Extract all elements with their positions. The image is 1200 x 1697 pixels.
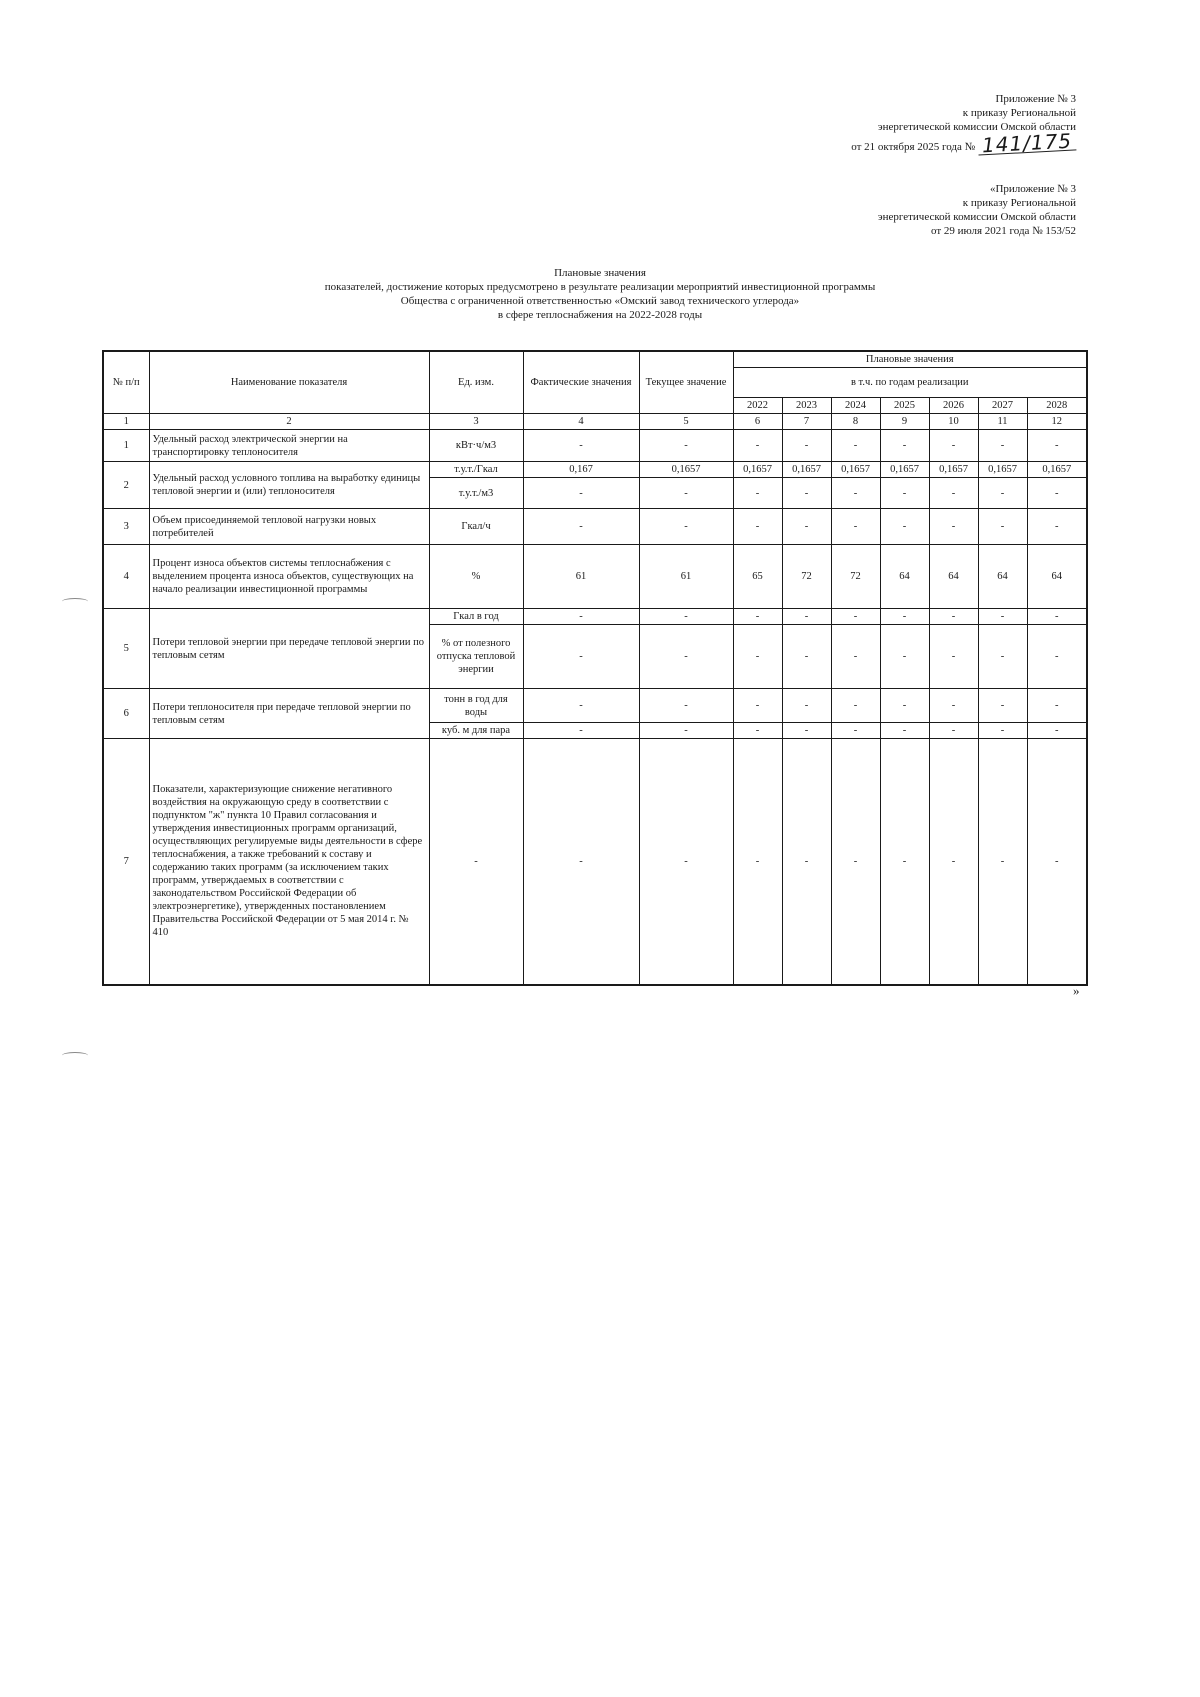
value-cell: -	[831, 478, 880, 509]
value-cell: -	[733, 723, 782, 739]
value-cell: 0,1657	[831, 462, 880, 478]
document-title	[0, 266, 1200, 322]
value-cell: -	[880, 689, 929, 723]
row-num: 4	[103, 545, 149, 609]
value-cell: -	[733, 430, 782, 462]
value-cell: 61	[639, 545, 733, 609]
indicator-unit: %	[429, 545, 523, 609]
value-cell: -	[1027, 625, 1087, 689]
value-cell: -	[523, 609, 639, 625]
column-index: 6	[733, 414, 782, 430]
table-row	[103, 509, 1087, 545]
value-cell: -	[978, 430, 1027, 462]
value-cell: -	[1027, 509, 1087, 545]
indicator-name: Потери тепловой энергии при передаче тепловой энергии по тепловым сетям	[149, 609, 429, 689]
row-num: 3	[103, 509, 149, 545]
value-cell: -	[978, 478, 1027, 509]
value-cell: -	[978, 739, 1027, 985]
header-actual: Фактические значения	[523, 351, 639, 414]
value-cell: -	[978, 723, 1027, 739]
handwritten-order-number: 141/175	[977, 131, 1076, 155]
indicator-name: Показатели, характеризующие снижение негативного воздействия на окружающую среду в соответствии с подпунктом "ж" пункта 10 Правил согласования и утверждения инвестиционных программ организаций, осуществляющих регулируемые виды деятельности в сфере теплоснабжения, а также требований к составу и содержанию таких программ (за исключением таких программ, утверждаемых в соответствии с законодательством Российской Федерации об электроэнергетике), утвержденных постановлением Правительства Российской Федерации от 5 мая 2014 г. № 410	[149, 739, 429, 985]
header-line: энергетической комиссии Омской области	[877, 121, 1076, 133]
value-cell: 64	[880, 545, 929, 609]
value-cell: -	[782, 625, 831, 689]
column-index: 4	[523, 414, 639, 430]
column-index: 1	[103, 414, 149, 430]
value-cell: -	[782, 723, 831, 739]
row-num: 1	[103, 430, 149, 462]
header-unit: Ед. изм.	[429, 351, 523, 414]
value-cell: -	[639, 509, 733, 545]
indicator-unit: -	[429, 739, 523, 985]
value-cell: -	[733, 478, 782, 509]
indicator-name: Объем присоединяемой тепловой нагрузки новых потребителей	[149, 509, 429, 545]
indicator-unit: тонн в год для воды	[429, 689, 523, 723]
value-cell: -	[733, 509, 782, 545]
value-cell: 0,1657	[733, 462, 782, 478]
table-row	[103, 689, 1087, 723]
indicator-unit: Гкал в год	[429, 609, 523, 625]
value-cell: -	[880, 478, 929, 509]
value-cell: -	[978, 509, 1027, 545]
value-cell: -	[523, 430, 639, 462]
value-cell: 64	[929, 545, 978, 609]
year-header: 2028	[1027, 398, 1087, 414]
indicator-name: Процент износа объектов системы теплоснабжения с выделением процента износа объектов, существующих на начало реализации инвестиционной программы	[149, 545, 429, 609]
indicator-unit: % от полезного отпуска тепловой энергии	[429, 625, 523, 689]
title-line: показателей, достижение которых предусмотрено в результате реализации мероприятий инвестиционной программы	[324, 281, 876, 293]
header-line: «Приложение № 3	[989, 183, 1076, 195]
value-cell: -	[733, 689, 782, 723]
column-index: 10	[929, 414, 978, 430]
value-cell: -	[880, 625, 929, 689]
value-cell: -	[523, 509, 639, 545]
column-index-row	[103, 414, 1087, 430]
value-cell: -	[782, 478, 831, 509]
value-cell: -	[733, 739, 782, 985]
value-cell: -	[831, 430, 880, 462]
value-cell: -	[523, 689, 639, 723]
header-line: от 29 июля 2021 года № 153/52	[931, 225, 1076, 237]
value-cell: -	[523, 478, 639, 509]
column-index: 3	[429, 414, 523, 430]
value-cell: -	[1027, 739, 1087, 985]
value-cell: -	[831, 625, 880, 689]
value-cell: -	[929, 625, 978, 689]
header-line: к приказу Региональной	[962, 197, 1076, 209]
value-cell: -	[639, 430, 733, 462]
value-cell: -	[782, 689, 831, 723]
value-cell: -	[1027, 609, 1087, 625]
value-cell: 72	[831, 545, 880, 609]
value-cell: -	[831, 609, 880, 625]
value-cell: 0,1657	[978, 462, 1027, 478]
value-cell: -	[929, 509, 978, 545]
title-line: Плановые значения	[554, 267, 646, 279]
table-row	[103, 545, 1087, 609]
table-row	[103, 739, 1087, 985]
value-cell: -	[782, 739, 831, 985]
value-cell: -	[782, 609, 831, 625]
value-cell: 0,1657	[639, 462, 733, 478]
scan-mark-left-bottom	[62, 1052, 88, 1059]
header-by-years: в т.ч. по годам реализации	[733, 368, 1087, 398]
value-cell: 61	[523, 545, 639, 609]
value-cell: -	[782, 509, 831, 545]
column-index: 2	[149, 414, 429, 430]
table-row	[103, 462, 1087, 478]
value-cell: 72	[782, 545, 831, 609]
column-index: 12	[1027, 414, 1087, 430]
value-cell: -	[523, 723, 639, 739]
value-cell: -	[929, 689, 978, 723]
indicators-table	[102, 350, 1088, 986]
value-cell: 0,1657	[929, 462, 978, 478]
value-cell: -	[523, 739, 639, 985]
value-cell: -	[880, 430, 929, 462]
indicator-name: Удельный расход электрической энергии на транспортировку теплоносителя	[149, 430, 429, 462]
appendix-header-new	[756, 92, 1076, 158]
year-header: 2022	[733, 398, 782, 414]
row-num: 7	[103, 739, 149, 985]
title-line: в сфере теплоснабжения на 2022-2028 годы	[497, 309, 703, 321]
title-line: Общества с ограниченной ответственностью «Омский завод технического углерода»	[400, 295, 800, 307]
value-cell: -	[639, 739, 733, 985]
value-cell: -	[831, 689, 880, 723]
column-index: 7	[782, 414, 831, 430]
table-row	[103, 430, 1087, 462]
year-header: 2023	[782, 398, 831, 414]
value-cell: -	[929, 430, 978, 462]
indicator-unit: т.у.т./Гкал	[429, 462, 523, 478]
indicator-name: Потери теплоносителя при передаче тепловой энергии по тепловым сетям	[149, 689, 429, 739]
column-index: 5	[639, 414, 733, 430]
value-cell: -	[639, 625, 733, 689]
appendix-header-original	[756, 182, 1076, 238]
value-cell: 0,1657	[782, 462, 831, 478]
header-line: Приложение № 3	[995, 93, 1076, 105]
value-cell: -	[880, 609, 929, 625]
value-cell: -	[1027, 478, 1087, 509]
value-cell: 0,1657	[1027, 462, 1087, 478]
indicator-unit: кВт·ч/м3	[429, 430, 523, 462]
column-index: 11	[978, 414, 1027, 430]
value-cell: -	[978, 625, 1027, 689]
value-cell: -	[929, 723, 978, 739]
value-cell: -	[1027, 689, 1087, 723]
value-cell: -	[929, 478, 978, 509]
value-cell: 64	[978, 545, 1027, 609]
value-cell: -	[929, 609, 978, 625]
year-header: 2027	[978, 398, 1027, 414]
indicator-unit: Гкал/ч	[429, 509, 523, 545]
value-cell: -	[929, 739, 978, 985]
value-cell: 0,167	[523, 462, 639, 478]
value-cell: 0,1657	[880, 462, 929, 478]
value-cell: -	[1027, 723, 1087, 739]
value-cell: 64	[1027, 545, 1087, 609]
value-cell: -	[880, 739, 929, 985]
value-cell: -	[831, 739, 880, 985]
year-header: 2026	[929, 398, 978, 414]
value-cell: -	[1027, 430, 1087, 462]
header-planned: Плановые значения	[733, 351, 1087, 368]
value-cell: -	[978, 689, 1027, 723]
header-name: Наименование показателя	[149, 351, 429, 414]
value-cell: -	[782, 430, 831, 462]
indicator-unit: т.у.т./м3	[429, 478, 523, 509]
year-header: 2024	[831, 398, 880, 414]
closing-quote: »	[1073, 983, 1080, 998]
column-index: 9	[880, 414, 929, 430]
indicator-name: Удельный расход условного топлива на выработку единицы тепловой энергии и (или) теплоносителя	[149, 462, 429, 509]
header-num: № п/п	[103, 351, 149, 414]
table-row	[103, 609, 1087, 625]
value-cell: -	[880, 723, 929, 739]
value-cell: -	[639, 689, 733, 723]
row-num: 5	[103, 609, 149, 689]
value-cell: -	[523, 625, 639, 689]
value-cell: -	[733, 625, 782, 689]
value-cell: -	[639, 723, 733, 739]
header-line: к приказу Региональной	[962, 107, 1076, 119]
scan-mark-left-top	[62, 598, 88, 605]
row-num: 2	[103, 462, 149, 509]
year-header: 2025	[880, 398, 929, 414]
header-current: Текущее значение	[639, 351, 733, 414]
value-cell: -	[978, 609, 1027, 625]
value-cell: -	[639, 478, 733, 509]
value-cell: -	[880, 509, 929, 545]
row-num: 6	[103, 689, 149, 739]
header-line: энергетической комиссии Омской области	[877, 211, 1076, 223]
order-date: от 21 октября 2025 года №	[851, 141, 976, 153]
value-cell: -	[831, 723, 880, 739]
column-index: 8	[831, 414, 880, 430]
value-cell: 65	[733, 545, 782, 609]
indicator-unit: куб. м для пара	[429, 723, 523, 739]
value-cell: -	[733, 609, 782, 625]
value-cell: -	[831, 509, 880, 545]
value-cell: -	[639, 609, 733, 625]
header-line	[756, 128, 1076, 158]
